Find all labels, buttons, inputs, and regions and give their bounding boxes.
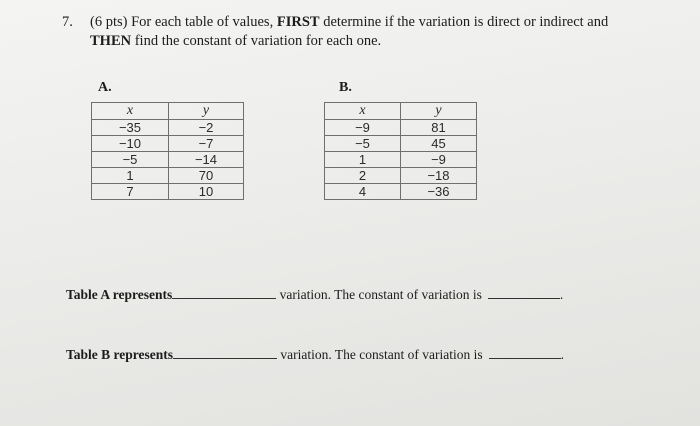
y-cell: −36 xyxy=(401,184,477,200)
y-cell: −2 xyxy=(169,120,244,136)
x-cell: −35 xyxy=(92,120,169,136)
table-row xyxy=(325,184,477,200)
y-cell: 81 xyxy=(401,120,477,136)
x-cell: 1 xyxy=(325,152,401,168)
table-row xyxy=(92,152,244,168)
statement-a-label: Table A represents xyxy=(66,287,173,302)
table-a-header-row xyxy=(92,103,244,120)
table-row xyxy=(92,120,244,136)
table-b-y-header: y xyxy=(401,103,477,120)
x-cell: 4 xyxy=(325,184,401,200)
statement-table-b xyxy=(66,346,564,363)
y-cell: −9 xyxy=(401,152,477,168)
x-cell: −5 xyxy=(92,152,169,168)
table-a-y-header: y xyxy=(169,103,244,120)
x-cell: 1 xyxy=(92,168,169,184)
variation-type-blank-a[interactable] xyxy=(172,286,276,299)
table-b xyxy=(324,102,477,200)
y-cell: −7 xyxy=(169,136,244,152)
statement-a-middle: variation. The constant of variation is xyxy=(279,287,482,302)
table-a-label: A. xyxy=(98,80,112,95)
y-cell: 10 xyxy=(169,184,244,200)
table-b-header-row xyxy=(325,103,477,120)
question-then-keyword: THEN xyxy=(90,33,132,49)
variation-type-blank-b[interactable] xyxy=(173,346,277,359)
statement-b-middle: variation. The constant of variation is xyxy=(280,347,483,362)
statement-table-a xyxy=(66,286,563,303)
table-row xyxy=(325,120,477,136)
x-cell: −10 xyxy=(92,136,169,152)
statement-b-label: Table B represents xyxy=(66,347,174,362)
table-b-label: B. xyxy=(339,80,352,95)
table-row xyxy=(325,136,477,152)
table-a-x-header: x xyxy=(92,103,169,120)
question-intro: (6 pts) For each table of values, xyxy=(90,14,277,30)
constant-blank-a[interactable] xyxy=(488,286,560,299)
x-cell: 2 xyxy=(325,168,401,184)
table-a xyxy=(91,102,244,200)
x-cell: −9 xyxy=(325,120,401,136)
y-cell: −18 xyxy=(401,168,477,184)
statement-b-end: . xyxy=(560,347,564,362)
x-cell: −5 xyxy=(325,136,401,152)
question-text-line-1 xyxy=(90,14,608,31)
table-row xyxy=(92,136,244,152)
statement-a-end: . xyxy=(559,287,564,302)
x-cell: 7 xyxy=(92,184,169,200)
table-row xyxy=(92,184,244,200)
table-row xyxy=(92,168,244,184)
question-line-2-rest: find the constant of variation for each one. xyxy=(131,33,382,49)
constant-blank-b[interactable] xyxy=(489,346,561,359)
question-number: 7. xyxy=(62,14,73,30)
table-row xyxy=(325,168,477,184)
y-cell: −14 xyxy=(169,152,244,168)
y-cell: 45 xyxy=(401,136,477,152)
question-first-keyword: FIRST xyxy=(276,14,320,30)
y-cell: 70 xyxy=(169,168,244,184)
question-line-1-rest: determine if the variation is direct or indirect and xyxy=(319,14,609,30)
question-text-line-2 xyxy=(90,33,381,50)
table-row xyxy=(325,152,477,168)
table-b-x-header: x xyxy=(325,103,401,120)
